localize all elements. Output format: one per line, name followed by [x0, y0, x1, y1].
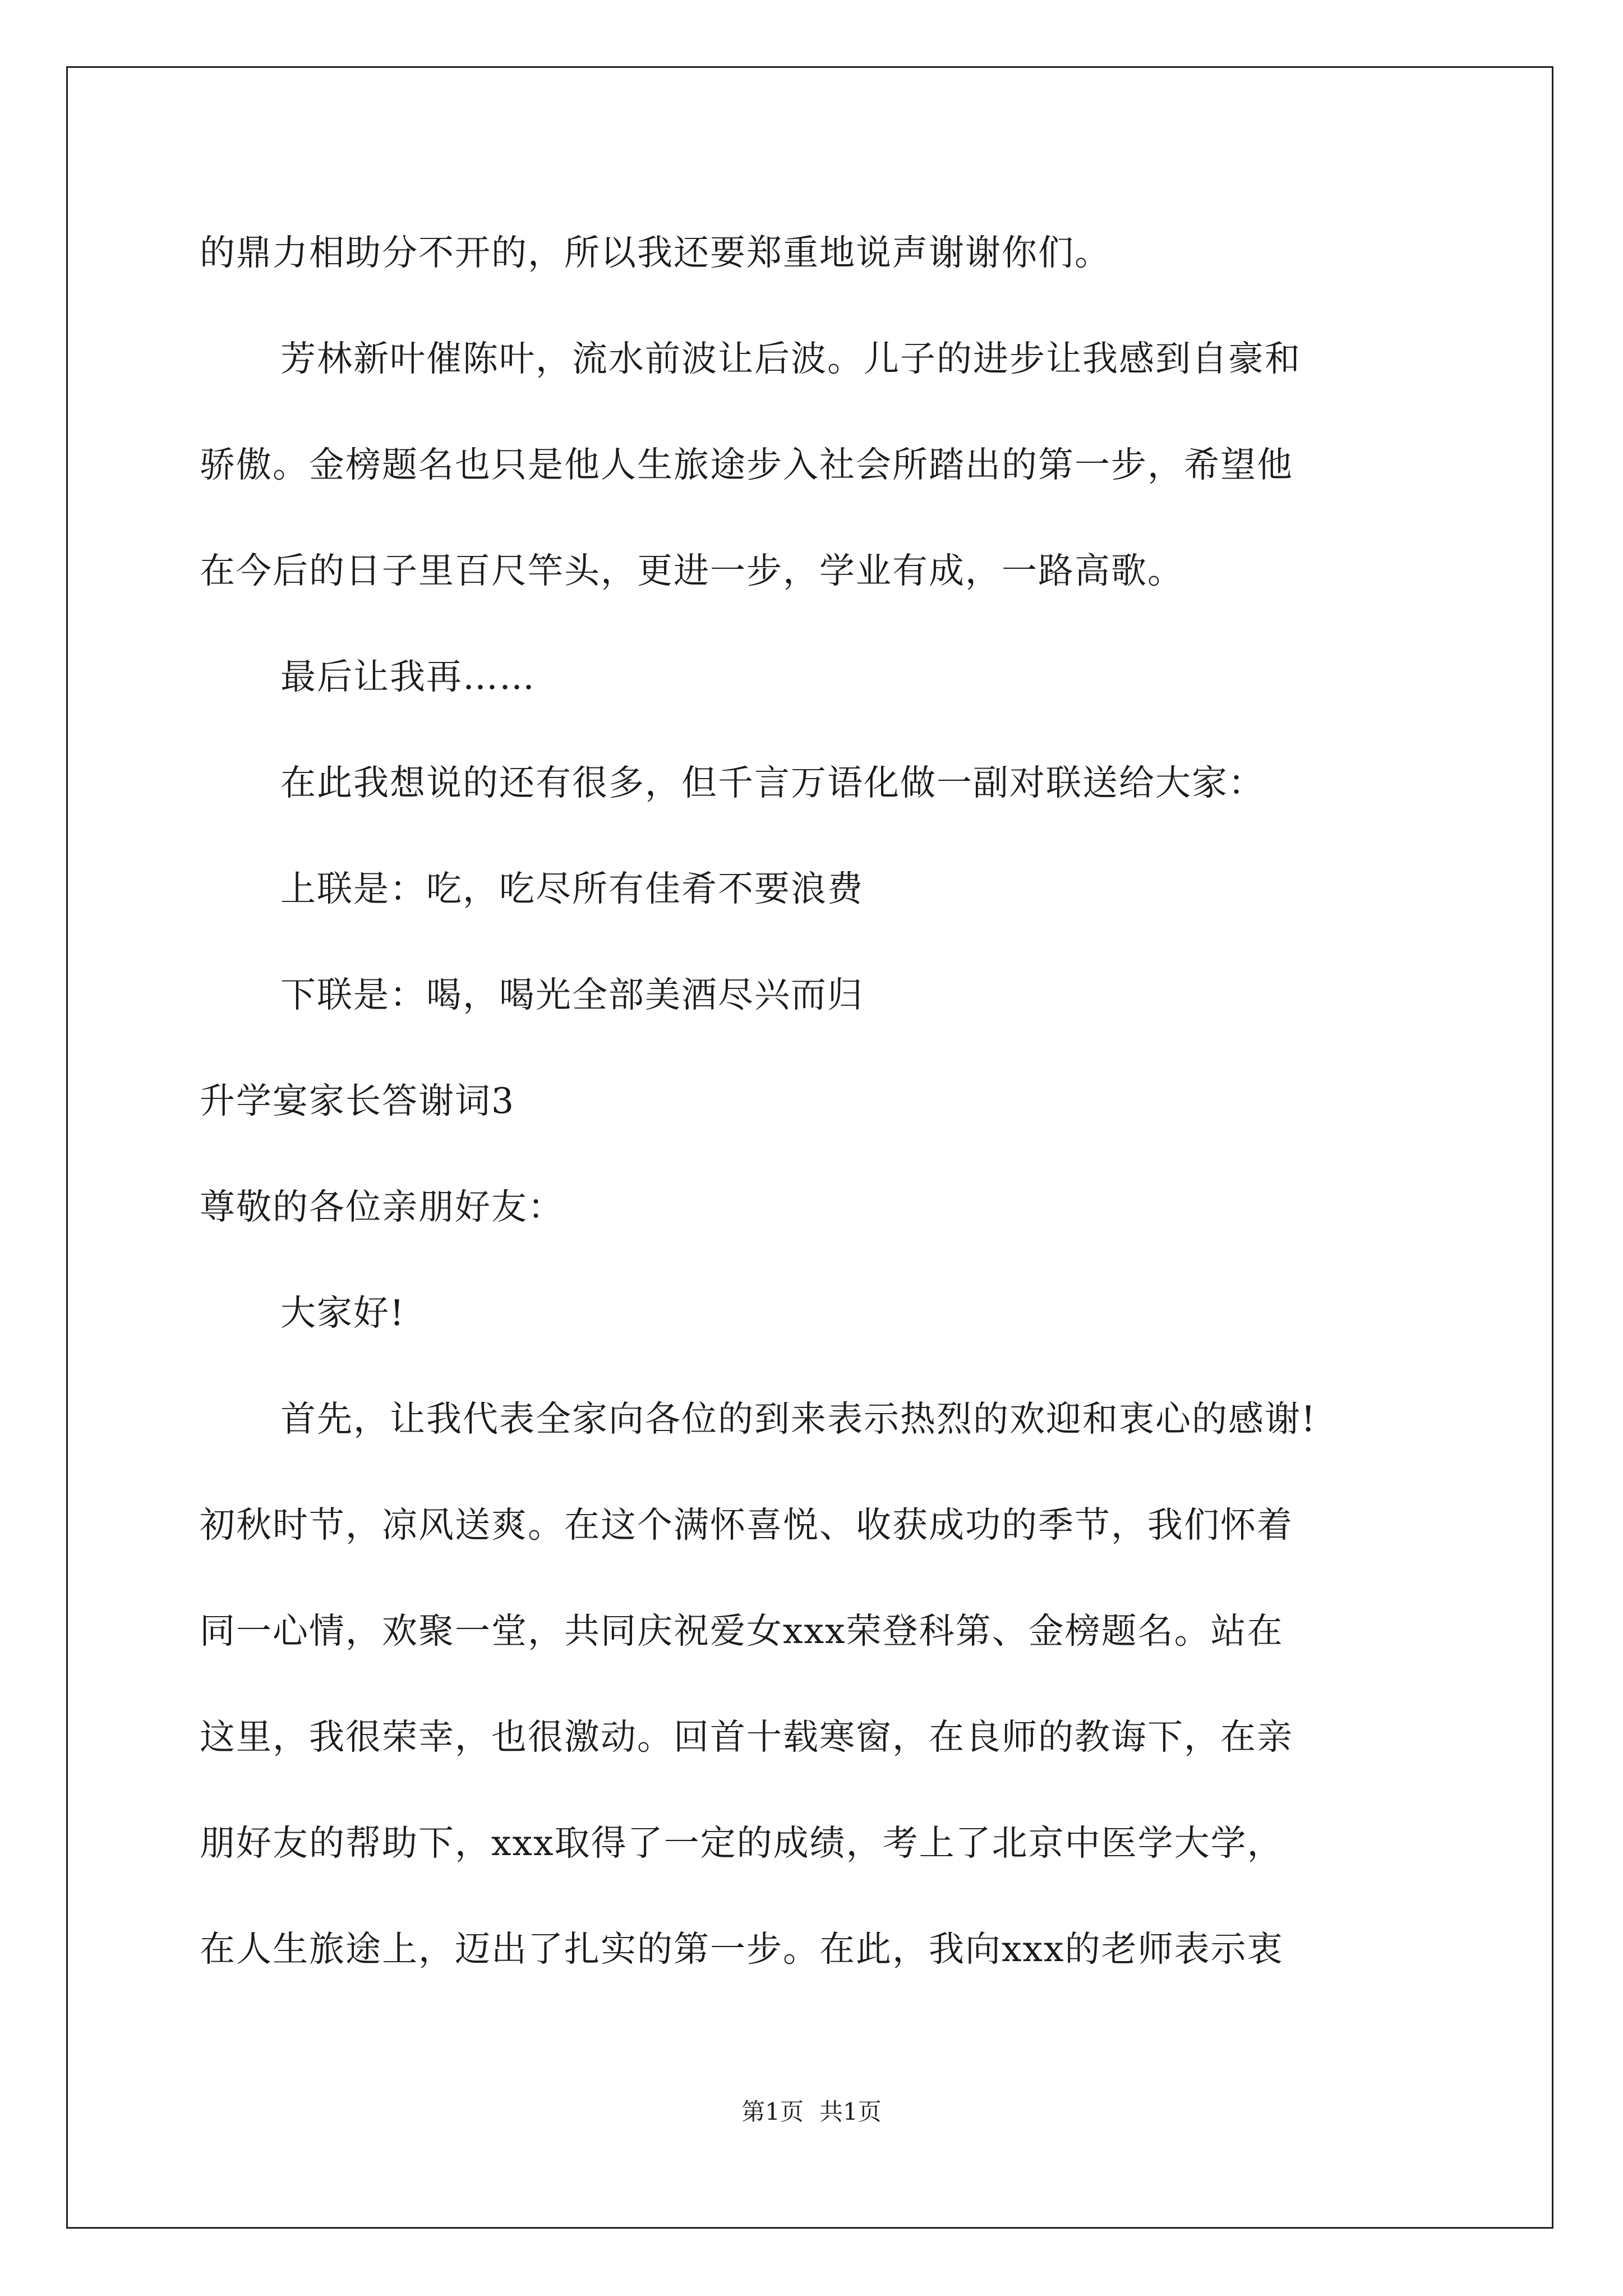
page-footer	[0, 2096, 1623, 2128]
body-line-13: 初秋时节，凉风送爽。在这个满怀喜悦、收获成功的季节，我们怀着	[200, 1504, 1293, 1545]
body-line-17: 在人生旅途上，迈出了扎实的第一步。在此，我向xxx的老师表示衷	[200, 1929, 1284, 1970]
page-total: 共1页	[819, 2098, 882, 2125]
body-line-16: 朋好友的帮助下，xxx取得了一定的成绩，考上了北京中医学大学，	[200, 1823, 1284, 1864]
body-line-3: 骄傲。金榜题名也只是他人生旅途步入社会所踏出的第一步，希望他	[200, 444, 1293, 485]
body-line-4: 在今后的日子里百尺竿头，更进一步，学业有成，一路高歌。	[200, 550, 1184, 591]
body-line-12: 首先，让我代表全家向各位的到来表示热烈的欢迎和衷心的感谢!	[280, 1398, 1317, 1439]
body-line-5: 最后让我再……	[280, 656, 536, 697]
page-number: 第1页	[741, 2098, 804, 2125]
section-heading: 升学宴家长答谢词3	[200, 1080, 515, 1121]
body-line-2: 芳林新叶催陈叶，流水前波让后波。儿子的进步让我感到自豪和	[280, 338, 1301, 379]
body-line-15: 这里，我很荣幸，也很激动。回首十载寒窗，在良师的教诲下，在亲	[200, 1717, 1293, 1757]
body-line-6: 在此我想说的还有很多，但千言万语化做一副对联送给大家：	[280, 762, 1265, 803]
body-line-14: 同一心情，欢聚一堂，共同庆祝爱女xxx荣登科第、金榜题名。站在	[200, 1611, 1284, 1651]
page-border	[66, 66, 1553, 2229]
greeting: 大家好!	[280, 1292, 405, 1333]
couplet-upper: 上联是：吃，吃尽所有佳肴不要浪费	[280, 868, 864, 909]
salutation: 尊敬的各位亲朋好友：	[200, 1186, 564, 1227]
body-line-1: 的鼎力相助分不开的，所以我还要郑重地说声谢谢你们。	[200, 232, 1111, 273]
couplet-lower: 下联是：喝，喝光全部美酒尽兴而归	[280, 974, 864, 1015]
